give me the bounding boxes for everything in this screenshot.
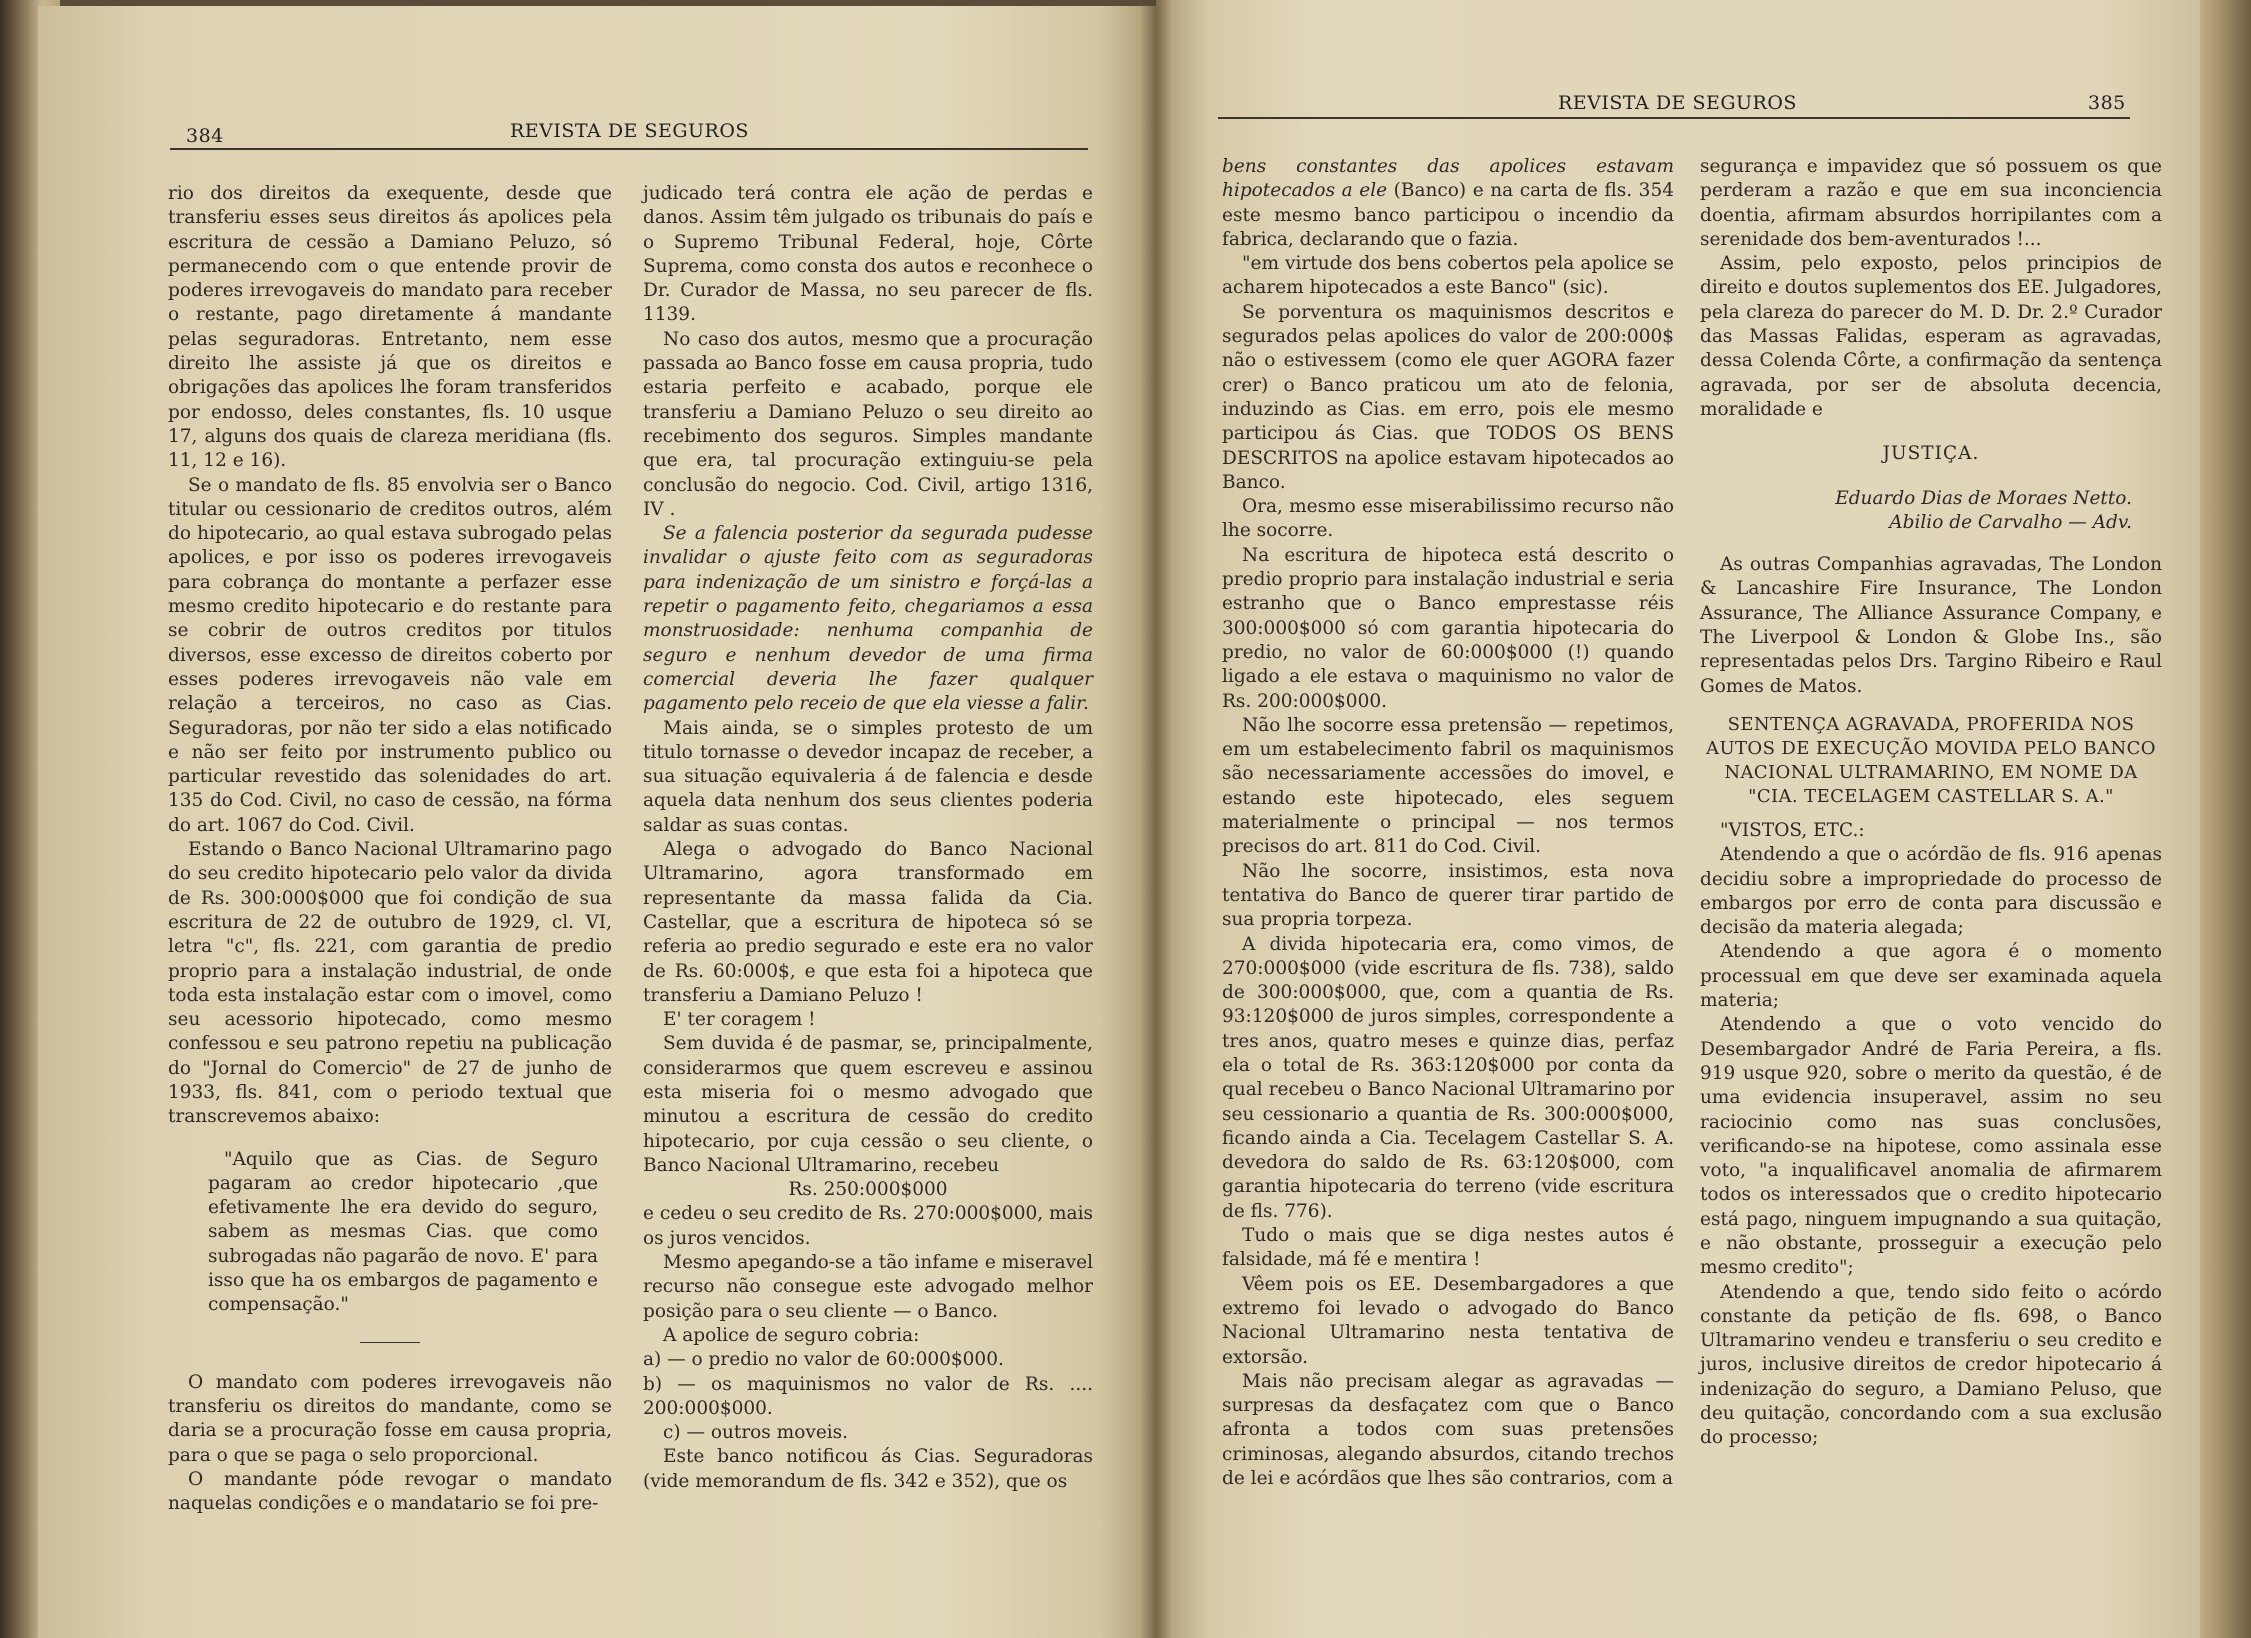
paragraph: Tudo o mais que se diga nestes autos é falsidade, má fé e mentira ! <box>1222 1225 1674 1271</box>
left-header-rule <box>170 148 1088 150</box>
spacer <box>1700 535 2162 553</box>
paragraph: O mandato com poderes irrevogaveis não transferiu os direitos do mandante, como se daria se a procuração fosse em causa propria, para o que se paga o selo proporcional. <box>168 1371 612 1466</box>
paragraph: Não lhe socorre, insistimos, esta nova tentativa do Banco de querer tirar partido de sua propria torpeza. <box>1222 860 1674 931</box>
paragraph: A divida hipotecaria era, como vimos, de 270:000$000 (vide escritura de fls. 738), saldo de 300:000$000, que, com a quantia de Rs. 93:120$000 de juros simples, correspondente a tres anos, quatro meses e quinze dias, perfaz ela o total de Rs. 363:120$000 por conta da qual recebeu o Banco Nacional Ultramarino por seu cessionario a quantia de Rs. 300:000$000, ficando ainda a Cia. Tecelagem Castellar S. A. devedora do saldo de Rs. 63:120$000, com garantia hipotecaria do terreno (vide escritura de fls. 776). <box>1222 933 1674 1222</box>
paragraph: Atendendo a que o acórdão de fls. 916 apenas decidiu sobre a impropriedade do processo de embargos por erro de conta para discussão e decisão da materia alegada; <box>1700 844 2162 939</box>
paragraph: Sem duvida é de pasmar, se, principalmente, considerarmos que quem escreveu e assinou esta miseria foi o mesmo advogado que minutou a escritura de cessão do credito hipotecario, por cuja cessão o seu cliente, o Banco Nacional Ultramarino, recebeu <box>643 1033 1093 1176</box>
paragraph: Mesmo apegando-se a tão infame e miseravel recurso não consegue este advogado melhor posição para o seu cliente — o Banco. <box>643 1252 1093 1322</box>
paragraph: "VISTOS, ETC.: <box>1720 819 1865 841</box>
paragraph: A apolice de seguro cobria: <box>663 1324 920 1346</box>
paragraph: As outras Companhias agravadas, The London & Lancashire Fire Insurance, The London Assurance, The Alliance Assurance Company, e The Liverpool & London & Globe Ins., são representadas pelos Drs. Targino Ribeiro e Raul Gomes de Matos. <box>1700 554 2162 697</box>
paragraph: Atendendo a que agora é o momento processual em que deve ser examinada aquela materia; <box>1700 941 2162 1012</box>
paragraph: Este banco notificou ás Cias. Seguradoras (vide memorandum de fls. 342 e 352), que os <box>643 1446 1093 1492</box>
italic-paragraph: Se a falencia posterior da segurada pudesse invalidar o ajuste feito com as seguradoras para indenização de um sinistro e forçá-las a repetir o pagamento feito, chegariamos a essa monstruosidade: nenhuma companhia de seguro e nenhum devedor de uma firma comercial deveria lhe fazer qualquer pagamento pelo receio de que ela viesse a falir. <box>643 523 1093 715</box>
paragraph: Estando o Banco Nacional Ultramarino pago do seu credito hipotecario pelo valor da divida de Rs. 300:000$000 que foi condição de sua escritura de 22 de outubro de 1929, cl. VI, letra "c", fls. 221, com garantia de predio proprio para a instalação industrial, de onde toda esta instalação estar com o imovel, como seu acessorio hipotecado, como mesmo confessou e seu patrono repetiu na publicação do "Jornal do Comercio" de 27 de junho de 1933, fls. 841, com o periodo textual que transcrevemos abaixo: <box>168 839 612 1128</box>
paragraph: Atendendo a que, tendo sido feito o acórdo constante da petição de fls. 698, o Banco Ultramarino vendeu e transferiu o seu credito e juros, inclusive direitos de credor hipotecario á indenização do seguro, a Damiano Peluso, que deu quitação, concordando com a sua exclusão do processo; <box>1700 1281 2162 1449</box>
paragraph: O mandante póde revogar o mandato naquelas condições e o mandatario se foi pre- <box>168 1468 612 1515</box>
paragraph: Vêem pois os EE. Desembargadores a que extremo foi levado o advogado do Banco Nacional Ultramarino nesta tentativa de extorsão. <box>1222 1273 1674 1368</box>
left-running-head: REVISTA DE SEGUROS <box>510 120 749 142</box>
paragraph: Ora, mesmo esse miserabilissimo recurso não lhe socorre. <box>1222 496 1674 542</box>
right-page-edges <box>2200 0 2251 1638</box>
left-page-number: 384 <box>186 125 224 147</box>
right-header-rule <box>1218 117 2130 119</box>
right-page-number: 385 <box>2088 92 2126 114</box>
paragraph: segurança e impavidez que só possuem os que perderam a razão e que em sua inconciencia doentia, afirmam absurdos horripilantes com a serenidade dos bem-aventurados !... <box>1700 156 2162 250</box>
paragraph: "em virtude dos bens cobertos pela apolice se acharem hipotecados a este Banco" (sic). <box>1222 253 1674 299</box>
section-separator <box>360 1342 420 1343</box>
paragraph: e cedeu o seu credito de Rs. 270:000$000, mais os juros vencidos. <box>643 1203 1093 1249</box>
right-running-head: REVISTA DE SEGUROS <box>1558 92 1797 114</box>
paragraph: Mais não precisam alegar as agravadas — surpresas da desfaçatez com que o Banco afronta a todos com suas pretensões criminosas, alegando absurdos, citando trechos de lei e acórdãos que lhes são contrarios, com a <box>1222 1370 1674 1490</box>
paragraph: Mais ainda, se o simples protesto de um titulo tornasse o devedor incapaz de receber, a sua situação equivaleria á de falencia e desde aquela data nenhum dos seus clientes poderia saldar as suas contas. <box>643 717 1093 836</box>
italic-text: bens constantes das apolices estavam hipotecados a ele <box>1222 156 1674 202</box>
list-item: b) — os maquinismos no valor de Rs. .... 200:000$000. <box>643 1373 1093 1419</box>
list-item: a) — o predio no valor de 60:000$000. <box>643 1349 1004 1371</box>
block-quote: "Aquilo que as Cias. de Seguro pagaram ao credor hipotecario ,que efetivamente lhe era devido do seguro, sabem as mesmas Cias. que como subrogadas não pagarão de novo. E' para isso que ha os embargos de pagamento e compensação." <box>208 1148 598 1316</box>
left-column-2 <box>643 182 1093 1494</box>
paragraph: Não lhe socorre essa pretensão — repetimos, em um estabelecimento fabril os maquinismos são necessariamente accessões do imovel, e estando este hipotecado, eles seguem materialmente o principal — nos termos precisos do art. 811 do Cod. Civil. <box>1222 714 1674 858</box>
paragraph: Se porventura os maquinismos descritos e segurados pelas apolices do valor de 200:000$ não o estivessem (como ele quer AGORA fazer crer) o Banco praticou um ato de felonia, induzindo as Cias. em erro, pois ele mesmo participou ás Cias. que TODOS OS BENS DESCRITOS na apolice estavam hipotecados ao Banco. <box>1222 301 1674 493</box>
paragraph: E' ter coragem ! <box>663 1009 816 1031</box>
spacer <box>168 1130 612 1148</box>
right-column-2 <box>1700 155 2162 1451</box>
paragraph: Atendendo a que o voto vencido do Desembargador André de Faria Pereira, a fls. 919 usque 920, sobre o merito da questão, é de uma evidencia insuperavel, assim no seu raciocinio como nas suas conclusões, verificando-se na hipotese, como assinala esse voto, "a inqualificavel anomalia de afirmarem todos os interessados que o credito hipotecario está pago, ninguem impugnando a sua quitação, e não obstante, prosseguir a execução pelo mesmo credito"; <box>1700 1014 2162 1279</box>
text-span: (Banco) e na carta de fls. 354 este mesmo banco participou o incendio da fabrica, declarando que o fazia. <box>1222 180 1674 250</box>
book-gutter <box>1140 0 1172 1638</box>
section-heading: SENTENÇA AGRAVADA, PROFERIDA NOS AUTOS DE EXECUÇÃO MOVIDA PELO BANCO NACIONAL ULTRAMARINO, EM NOME DA "CIA. TECELAGEM CASTELLAR S. A." <box>1706 713 2156 807</box>
signature-line: Eduardo Dias de Moraes Netto. <box>1835 487 2132 509</box>
paragraph: Se o mandato de fls. 85 envolvia ser o Banco titular ou cessionario de creditos outros, além do hipotecario, ao qual estava subrogado pelas apolices, e por isso os poderes irrevogaveis para cobrança do montante a perfazer esse mesmo credito hipotecario e do restante para se cobrir de outros creditos por titulos diversos, esse excesso de direitos coberto por esses poderes irrevogaveis não vale em relação a terceiros, no caso as Cias. Seguradoras, por não ter sido a elas notificado e não ser feito por instrumento publico ou particular revestido das solenidades do art. 135 do Cod. Civil, no caso de cessão, na fórma do art. 1067 do Cod. Civil. <box>168 474 612 836</box>
left-column-1 <box>168 182 612 1516</box>
list-item: c) — outros moveis. <box>663 1422 849 1444</box>
paragraph: Na escritura de hipoteca está descrito o predio proprio para instalação industrial e seria estranho que o Banco emprestasse réis 300:000$000 só com garantia hipotecaria do predio, no valor de 60:000$000 (!) quando ligado a ele estava o maquinismo no valor de Rs. 200:000$000. <box>1222 544 1674 712</box>
signature-line: Abilio de Carvalho — Adv. <box>1889 511 2132 533</box>
right-column-1 <box>1222 155 1674 1491</box>
paragraph: Alega o advogado do Banco Nacional Ultramarino, agora transformado em representante da massa falida da Cia. Castellar, que a escritura de hipoteca só se referia ao predio segurado e este era no valor de Rs. 60:000$, e que esta foi a hipoteca que transferiu a Damiano Peluzo ! <box>643 839 1093 1006</box>
paragraph: judicado terá contra ele ação de perdas e danos. Assim têm julgado os tribunais do país e o Supremo Tribunal Federal, hoje, Côrte Suprema, como consta dos autos e reconhece o Dr. Curador de Massa, no seu parecer de fls. 1139. <box>643 183 1093 326</box>
amount-line: Rs. 250:000$000 <box>788 1179 948 1201</box>
paragraph: No caso dos autos, mesmo que a procuração passada ao Banco fosse em causa propria, tudo estaria perfeito e acabado, porque ele transferiu a Damiano Peluzo o seu direito ao recebimento dos seguros. Simples mandante que era, tal procuração extinguiu-se pela conclusão do negocio. Cod. Civil, artigo 1316, IV . <box>643 328 1093 520</box>
paragraph: rio dos direitos da exequente, desde que transferiu esses seus direitos ás apolices pela escritura de cessão a Damiano Peluzo, só permanecendo com o que entende provir de poderes irrevogaveis do mandato para receber o restante, pago diretamente á mandante pelas seguradoras. Entretanto, nem esse direito lhe assiste já que os direitos e obrigações das apolices lhe foram transferidos por endosso, deles constantes, fls. 10 usque 17, alguns dos quais de clareza meridiana (fls. 11, 12 e 16). <box>168 183 612 472</box>
paragraph: Assim, pelo exposto, pelos principios de direito e doutos suplementos dos EE. Julgadores, pela clareza do parecer do M. D. Dr. 2.º Curador das Massas Falidas, esperam as agravadas, dessa Colenda Côrte, a confirmação da sentença agravada, por ser de absoluta decencia, moralidade e <box>1700 253 2162 420</box>
justica-heading: JUSTIÇA. <box>1882 443 1980 465</box>
